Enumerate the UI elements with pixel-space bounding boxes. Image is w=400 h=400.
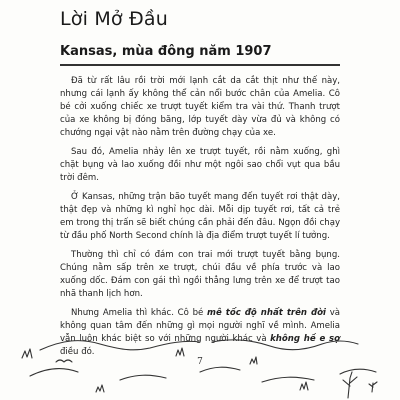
paragraph-5-start: Nhưng Amelia thì khác. Cô bé [71,307,208,318]
emphasis-fearless: không hề e sợ [270,333,340,344]
paragraph-3: Ở Kansas, những trận bão tuyết mang đến tuyết rơi thật dày, thật đẹp và những kì nghỉ học dài. Mỗi dịp tuyết rơi, tất cả trẻ em trong thị trấn sẽ biết chúng cần phải đến đâu. Ngọn đồi chạy từ đầu phố North Second chính là địa điểm trượt tuyết lí tưởng. [60,191,340,242]
paragraph-5-middle: và không quan tâm đến những gì mọi người nghĩ về mình. Amelia vẫn luôn khác biệt so với những người khác và [60,307,341,344]
chapter-body [60,75,340,364]
page-number: 7 [197,357,203,367]
paragraph-1: Đã từ rất lâu rồi trời mới lạnh cắt da cắt thịt như thế này, nhưng cái lạnh ấy không thể cản nổi bước chân của Amelia. Cô bé cởi xuống chiếc xe trượt tuyết kiểm tra vài thứ. Thanh trượt của xe không bị đóng băng, lớp tuyết dày vừa đủ và không có chướng ngại vật nào nằm trên đường chạy của xe. [60,76,340,139]
chapter-title: Lời Mở Đầu [60,8,168,30]
paragraph-4: Thường thì chỉ có đám con trai mới trượt tuyết bằng bụng. Chúng nằm sấp trên xe trượt, chúi đầu về phía trước và lao xuống dốc. Đám con gái thì ngồi thẳng lưng trên xe để trượt tao nhã thanh lịch hơn. [60,249,340,299]
chapter-subtitle: Kansas, mùa đông năm 1907 [60,44,272,59]
title-divider [60,64,340,66]
paragraph-2: Sau đó, Amelia nhảy lên xe trượt tuyết, rồi nằm xuống, ghì chặt bụng và lao xuống đồi như một ngôi sao chổi vụt qua bầu trời đêm. [60,146,340,184]
paragraph-5-end: điều đó. [60,346,95,357]
emphasis-speed: mê tốc độ nhất trên đời [207,307,326,318]
